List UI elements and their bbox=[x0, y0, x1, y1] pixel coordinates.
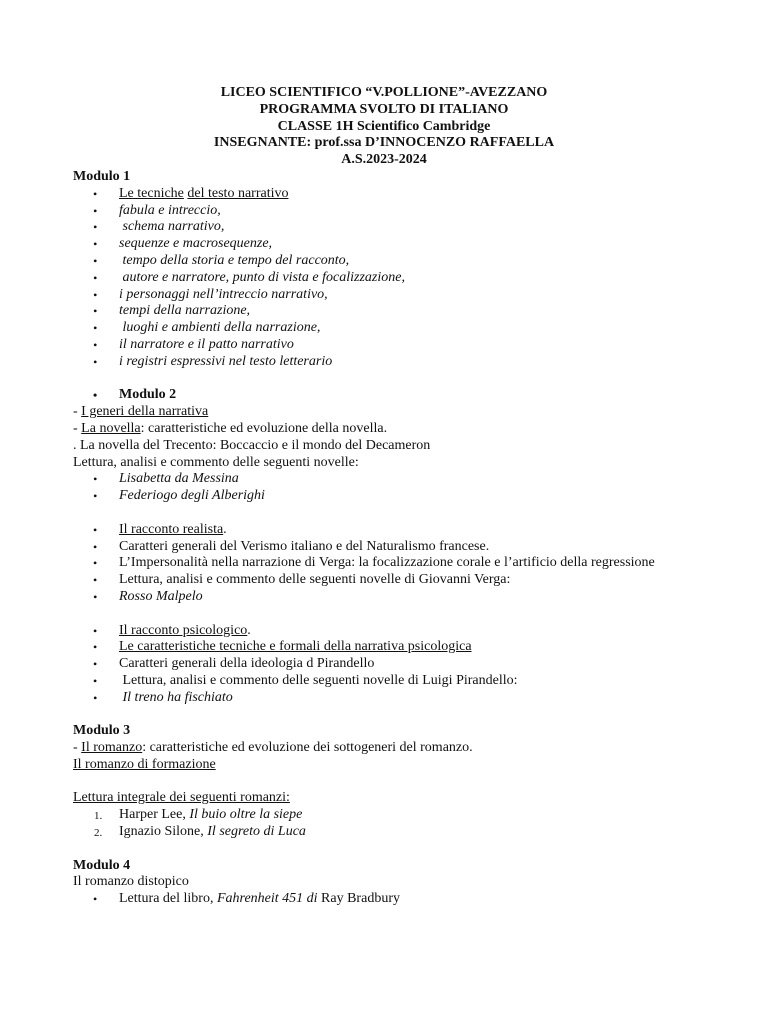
list-item: • autore e narratore, punto di vista e focalizzazione, bbox=[73, 270, 695, 287]
modulo2-line2: - La novella: caratteristiche ed evoluzione della novella. bbox=[73, 420, 388, 436]
modulo1-list bbox=[73, 186, 695, 371]
modulo3-line2: Il romanzo di formazione bbox=[73, 756, 216, 772]
modulo2-line4: Lettura, analisi e commento delle seguenti novelle: bbox=[73, 454, 359, 470]
teacher-label: INSEGNANTE: prof.ssa D’INNOCENZO RAFFAELLA bbox=[213, 135, 555, 151]
modulo1-first-b: del testo narrativo bbox=[187, 185, 289, 201]
class-label: CLASSE 1H Scientifico Cambridge bbox=[277, 118, 491, 134]
list-item: • tempi della narrazione, bbox=[73, 303, 695, 320]
list-item: • Lettura del libro, Fahrenheit 451 di Ray Bradbury bbox=[73, 891, 695, 908]
list-item: • fabula e intreccio, bbox=[73, 203, 695, 220]
school-name: LICEO SCIENTIFICO “V.POLLIONE”-AVEZZANO bbox=[220, 85, 548, 100]
list-item: • Lettura, analisi e commento delle seguenti novelle di Giovanni Verga: bbox=[73, 572, 695, 589]
list-item: • Federiogo degli Alberighi bbox=[73, 488, 695, 505]
document-body bbox=[73, 85, 695, 908]
list-item: • L’Impersonalità nella narrazione di Verga: la focalizzazione corale e l’artificio della regressione bbox=[73, 555, 695, 572]
list-item: 2. Ignazio Silone, Il segreto di Luca bbox=[94, 824, 306, 840]
list-item: • luoghi e ambienti della narrazione, bbox=[73, 320, 695, 337]
list-item: • Caratteri generali del Verismo italiano e del Naturalismo francese. bbox=[73, 539, 695, 556]
realista-list bbox=[73, 522, 695, 606]
modulo4-list bbox=[73, 891, 695, 908]
realista-title: • Il racconto realista. bbox=[73, 522, 695, 539]
psicologico-list bbox=[73, 623, 695, 707]
list-item: • Il treno ha fischiato bbox=[73, 690, 695, 707]
modulo2-heading-list bbox=[73, 387, 695, 404]
program-title: PROGRAMMA SVOLTO DI ITALIANO bbox=[259, 101, 509, 117]
list-item bbox=[73, 186, 695, 203]
list-item: • Rosso Malpelo bbox=[73, 589, 695, 606]
modulo1-title: Modulo 1 bbox=[73, 168, 131, 184]
list-item: • Caratteri generali della ideologia d Pirandello bbox=[73, 656, 695, 673]
list-item: • il narratore e il patto narrativo bbox=[73, 337, 695, 354]
list-item: • Lettura, analisi e commento delle seguenti novelle di Luigi Pirandello: bbox=[73, 673, 695, 690]
list-item: • i personaggi nell’intreccio narrativo, bbox=[73, 287, 695, 304]
list-item: • tempo della storia e tempo del racconto, bbox=[73, 253, 695, 270]
modulo2-title: • Modulo 2 bbox=[73, 387, 695, 404]
list-item: • Lisabetta da Messina bbox=[73, 471, 695, 488]
modulo2-novelle-list bbox=[73, 471, 695, 505]
modulo4-line1: Il romanzo distopico bbox=[73, 874, 189, 890]
modulo4-title: Modulo 4 bbox=[73, 857, 131, 873]
modulo3-books-list bbox=[73, 807, 695, 841]
modulo2-line1: - I generi della narrativa bbox=[73, 404, 209, 420]
modulo3-reading: Lettura integrale dei seguenti romanzi: bbox=[73, 790, 290, 806]
modulo3-title: Modulo 3 bbox=[73, 723, 131, 739]
list-item: 1. Harper Lee, Il buio oltre la siepe bbox=[94, 807, 303, 823]
modulo1-first-a: Le tecniche bbox=[119, 185, 184, 201]
modulo2-line3: . La novella del Trecento: Boccaccio e il mondo del Decameron bbox=[73, 437, 431, 453]
school-year: A.S.2023-2024 bbox=[341, 152, 427, 168]
list-item: • schema narrativo, bbox=[73, 219, 695, 236]
list-item: • Le caratteristiche tecniche e formali della narrativa psicologica bbox=[73, 639, 695, 656]
list-item: • sequenze e macrosequenze, bbox=[73, 236, 695, 253]
document-header bbox=[73, 85, 695, 169]
list-item: • i registri espressivi nel testo letterario bbox=[73, 354, 695, 371]
modulo3-line1: - Il romanzo: caratteristiche ed evoluzione dei sottogeneri del romanzo. bbox=[73, 740, 473, 756]
psicologico-title: • Il racconto psicologico. bbox=[73, 623, 695, 640]
